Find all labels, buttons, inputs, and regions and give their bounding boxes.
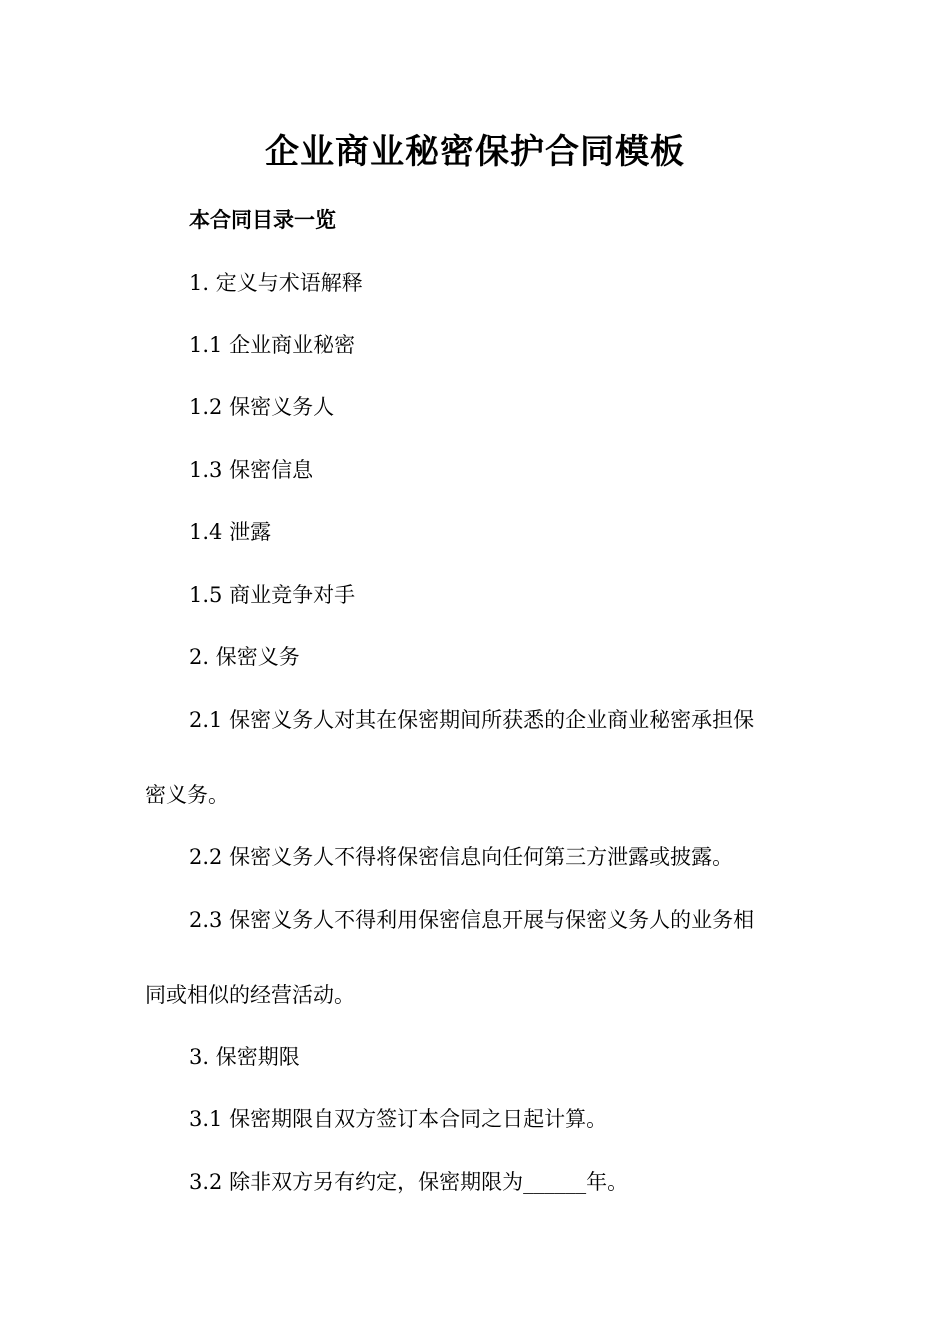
item-1-2: 1.2 保密义务人 [189, 395, 335, 419]
section-1-heading: 1. 定义与术语解释 [189, 271, 363, 295]
item-1-3: 1.3 保密信息 [189, 458, 314, 482]
item-2-2: 2.2 保密义务人不得将保密信息向任何第三方泄露或披露。 [189, 845, 734, 869]
item-2-3-continued: 同或相似的经营活动。 [145, 983, 355, 1007]
item-2-3: 2.3 保密义务人不得利用保密信息开展与保密义务人的业务相 [189, 908, 755, 932]
document-title: 企业商业秘密保护合同模板 [265, 132, 685, 172]
section-3-heading: 3. 保密期限 [189, 1045, 300, 1069]
item-1-5: 1.5 商业竞争对手 [189, 583, 356, 607]
section-2-heading: 2. 保密义务 [189, 645, 300, 669]
item-1-4: 1.4 泄露 [189, 520, 272, 544]
item-3-1: 3.1 保密期限自双方签订本合同之日起计算。 [189, 1107, 608, 1131]
item-1-1: 1.1 企业商业秘密 [189, 333, 356, 357]
item-2-1: 2.1 保密义务人对其在保密期间所获悉的企业商业秘密承担保 [189, 708, 755, 732]
toc-heading: 本合同目录一览 [189, 207, 336, 232]
item-2-1-continued: 密义务。 [145, 783, 229, 807]
item-3-2: 3.2 除非双方另有约定，保密期限为______年。 [189, 1170, 629, 1194]
